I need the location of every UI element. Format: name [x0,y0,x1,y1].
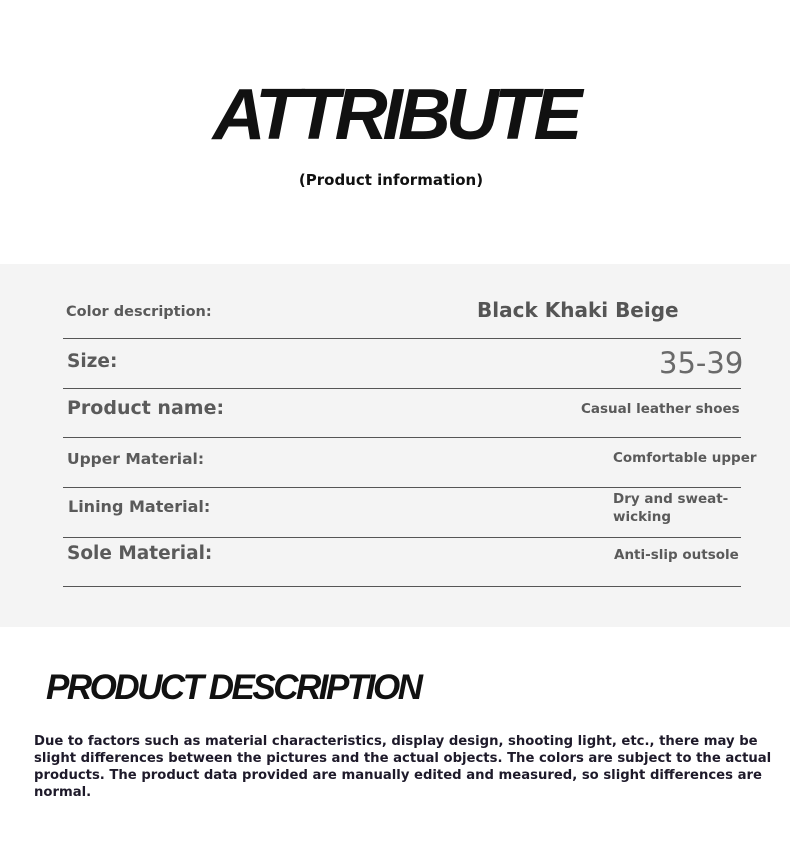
row-divider [63,388,741,389]
row-divider [63,586,741,587]
row-divider [63,338,741,339]
size-value: 35-39 [659,346,744,380]
lining-material-label: Lining Material: [68,497,211,516]
upper-material-label: Upper Material: [67,450,205,468]
color-description-label: Color description: [66,304,212,320]
upper-material-value: Comfortable upper [613,450,757,466]
size-label: Size: [67,351,118,372]
row-divider [63,487,741,488]
product-name-label: Product name: [67,397,225,419]
product-description-text: Due to factors such as material characteristics, display design, shooting light, etc., there may be slight differences between the pictures and the actual objects. The colors are subject to the actual products. The product data provided are manually edited and measured, so slight differences are normal. [34,734,772,800]
attribute-title: ATTRIBUTE [212,75,578,155]
attribute-subtitle: (Product information) [298,171,484,189]
sole-material-label: Sole Material: [67,543,213,564]
row-divider [63,537,741,538]
row-divider [63,437,741,438]
color-description-value: Black Khaki Beige [477,298,679,322]
product-description-title: PRODUCT DESCRIPTION [46,668,421,707]
sole-material-value: Anti-slip outsole [614,547,739,563]
lining-material-value: Dry and sweat-wicking [613,491,729,525]
product-name-value: Casual leather shoes [581,401,740,417]
